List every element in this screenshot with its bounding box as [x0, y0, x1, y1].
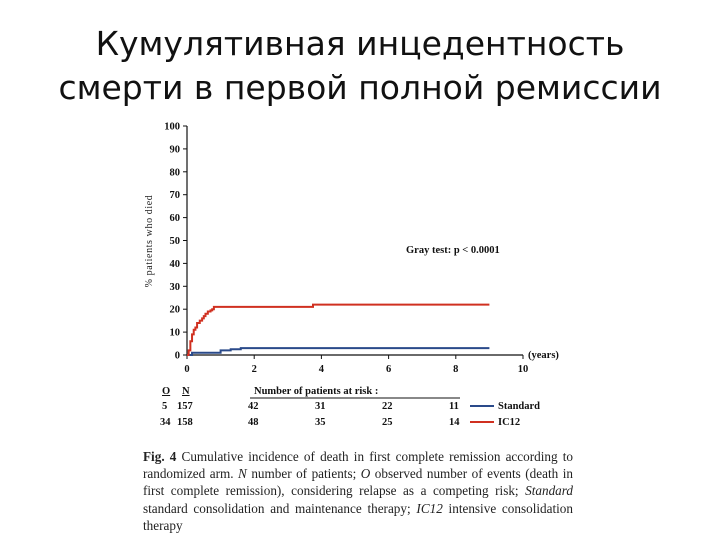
slide-title-line-1: Кумулятивная инцедентность — [95, 24, 625, 63]
y-tick-label: 40 — [169, 258, 180, 270]
caption-text-2: number of patients; — [246, 466, 361, 482]
y-tick-label: 100 — [164, 121, 180, 133]
x-tick-label: 8 — [453, 364, 459, 375]
y-tick-label: 30 — [169, 281, 180, 293]
y-tick-label: 10 — [169, 327, 180, 339]
y-tick-label: 50 — [169, 236, 180, 247]
risk-row-ic12-r2: 25 — [382, 417, 393, 428]
figure-caption — [143, 448, 573, 534]
risk-header-o: O — [162, 386, 171, 397]
y-axis-label: % patients who died — [144, 194, 155, 288]
caption-standard-term: Standard — [525, 483, 573, 499]
gray-test-annotation: Gray test: p < 0.0001 — [406, 245, 500, 256]
caption-o-term: O — [360, 466, 371, 482]
x-tick-label: 10 — [517, 364, 529, 375]
x-tick-label: 6 — [385, 364, 392, 375]
y-tick-label: 60 — [169, 213, 180, 225]
y-tick-label: 70 — [169, 190, 180, 202]
y-tick-label: 0 — [174, 350, 180, 362]
risk-header-title: Number of patients at risk : — [254, 386, 379, 397]
caption-n-term: N — [238, 466, 247, 482]
risk-row-standard-n: 157 — [177, 401, 193, 412]
x-axis-label: (years) — [528, 350, 559, 361]
risk-row-standard-r0: 42 — [248, 401, 259, 412]
risk-row-ic12-r3: 14 — [449, 417, 460, 428]
x-tick-label: 4 — [318, 364, 325, 375]
risk-row-standard-r2: 22 — [382, 401, 393, 412]
risk-row-ic12-r1: 35 — [315, 417, 326, 428]
caption-text-5: intensive consolidation therapy — [143, 500, 573, 533]
risk-row-standard-r1: 31 — [315, 401, 326, 412]
risk-row-standard-r3: 11 — [449, 401, 459, 412]
x-tick-label: 0 — [184, 364, 190, 375]
series-line-standard — [187, 348, 489, 355]
caption-ic12-term: IC12 — [416, 500, 443, 516]
risk-row-ic12-r0: 48 — [248, 417, 259, 428]
y-tick-label: 80 — [169, 167, 180, 179]
risk-table — [160, 384, 580, 432]
risk-row-ic12-n: 158 — [177, 417, 193, 428]
risk-row-ic12-o: 34 — [160, 417, 171, 428]
legend-label-standard: Standard — [498, 401, 541, 412]
x-tick-label: 2 — [251, 364, 257, 375]
caption-fig-label: Fig. 4 — [143, 449, 177, 464]
slide-title-line-2: смерти в первой полной ремиссии — [58, 68, 662, 107]
chart-axes — [187, 126, 523, 355]
risk-row-standard-o: 5 — [162, 401, 168, 412]
risk-header-n: N — [182, 386, 190, 397]
caption-text-1: Cumulative incidence of death in first complete remission according to randomized arm. — [143, 449, 573, 482]
legend-label-ic12: IC12 — [498, 417, 521, 428]
y-tick-label: 20 — [169, 304, 180, 316]
chart-series — [187, 305, 489, 355]
caption-text-4: standard consolidation and maintenance therapy; — [143, 500, 417, 516]
caption-text-3: observed number of events (death in first complete remission), considering relapse as a competing risk; — [143, 466, 573, 499]
y-tick-label: 90 — [169, 144, 180, 156]
